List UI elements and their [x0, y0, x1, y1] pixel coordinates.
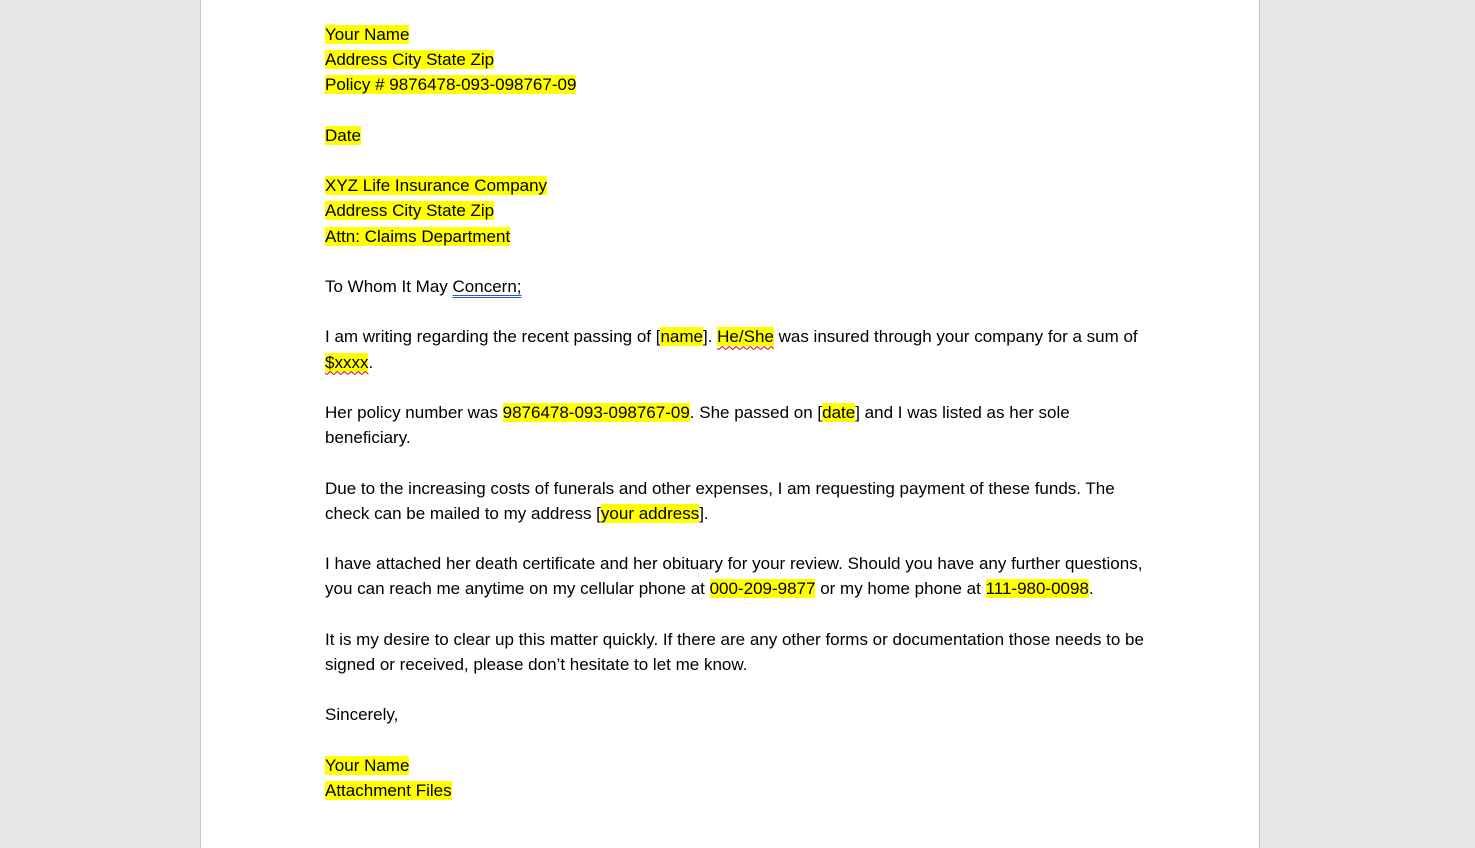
sender-name: Your Name	[325, 25, 410, 44]
blank-line	[325, 450, 1145, 475]
paragraph-text: ].	[702, 327, 718, 347]
placeholder-home-phone: 111-980-0098	[985, 579, 1089, 599]
signature-name: Your Name	[325, 755, 410, 775]
paragraph-policy	[325, 400, 1145, 450]
blank-line	[325, 148, 1145, 173]
sender-policy: Policy # 9876478-093-098767-09	[325, 75, 577, 95]
sender-block	[325, 22, 1145, 47]
paragraph-text: I have attached her death certificate and her obituary for your review. Should you have any further questions, you can reach me anytime on my cellular phone at	[325, 554, 1143, 599]
paragraph-passing	[325, 324, 1145, 374]
date-line	[325, 123, 1145, 148]
blank-line	[325, 249, 1145, 274]
paragraph-text: Her policy number was	[325, 402, 503, 422]
signature-name-line	[325, 753, 1145, 778]
paragraph-text: was insured through your company for a sum of	[773, 327, 1138, 347]
attachments-line	[325, 778, 1145, 803]
placeholder-policy-number: 9876478-093-098767-09	[502, 402, 690, 422]
salutation-prefix: To Whom It May	[325, 276, 453, 296]
recipient-attn: Attn: Claims Department	[325, 226, 511, 246]
paragraph-text: ] and I was listed as her sole beneficiary.	[325, 402, 1070, 448]
paragraph-text: .	[1088, 579, 1094, 599]
attachment-files: Attachment Files	[325, 780, 452, 800]
recipient-address-line	[325, 198, 1145, 223]
recipient-attn-line	[325, 224, 1145, 249]
paragraph-request	[325, 476, 1145, 526]
placeholder-your-address: your address	[600, 503, 700, 523]
salutation-last-word: Concern;	[452, 276, 522, 296]
placeholder-cell-phone: 000-209-9877	[709, 579, 816, 599]
blank-line	[325, 602, 1145, 627]
paragraph-contact	[325, 551, 1145, 601]
paragraph-text: ].	[699, 503, 709, 523]
sender-address: Address City State Zip	[325, 50, 495, 70]
placeholder-amount: $xxxx	[325, 352, 369, 372]
document-page[interactable]	[200, 0, 1260, 848]
blank-line	[325, 728, 1145, 753]
placeholder-name: name	[660, 327, 703, 347]
blank-line	[325, 375, 1145, 400]
letter-body[interactable]	[325, 22, 1145, 803]
blank-line	[325, 299, 1145, 324]
paragraph-text: or my home phone at	[815, 579, 986, 599]
recipient-address: Address City State Zip	[325, 201, 495, 221]
sender-address-line	[325, 47, 1145, 72]
placeholder-date: date	[822, 402, 856, 422]
paragraph-text: .	[368, 352, 374, 372]
paragraph-text: I am writing regarding the recent passing of [	[325, 327, 661, 347]
recipient-company-line	[325, 173, 1145, 198]
recipient-company: XYZ Life Insurance Company	[325, 176, 548, 196]
blank-line	[325, 526, 1145, 551]
paragraph-closing-request: It is my desire to clear up this matter quickly. If there are any other forms or documentation those needs to be signed or received, please don’t hesitate to let me know.	[325, 629, 1144, 674]
blank-line	[325, 98, 1145, 123]
blank-line	[325, 677, 1145, 702]
placeholder-pronoun: He/She	[717, 327, 774, 347]
paragraph-text: . She passed on [	[689, 402, 823, 422]
paragraph-text: Due to the increasing costs of funerals and other expenses, I am requesting payment of these funds. The check can be mailed to my address [	[325, 478, 1115, 523]
letter-date: Date	[325, 125, 361, 145]
closing: Sincerely,	[325, 705, 399, 725]
salutation	[325, 274, 1145, 299]
sender-policy-line	[325, 72, 1145, 97]
